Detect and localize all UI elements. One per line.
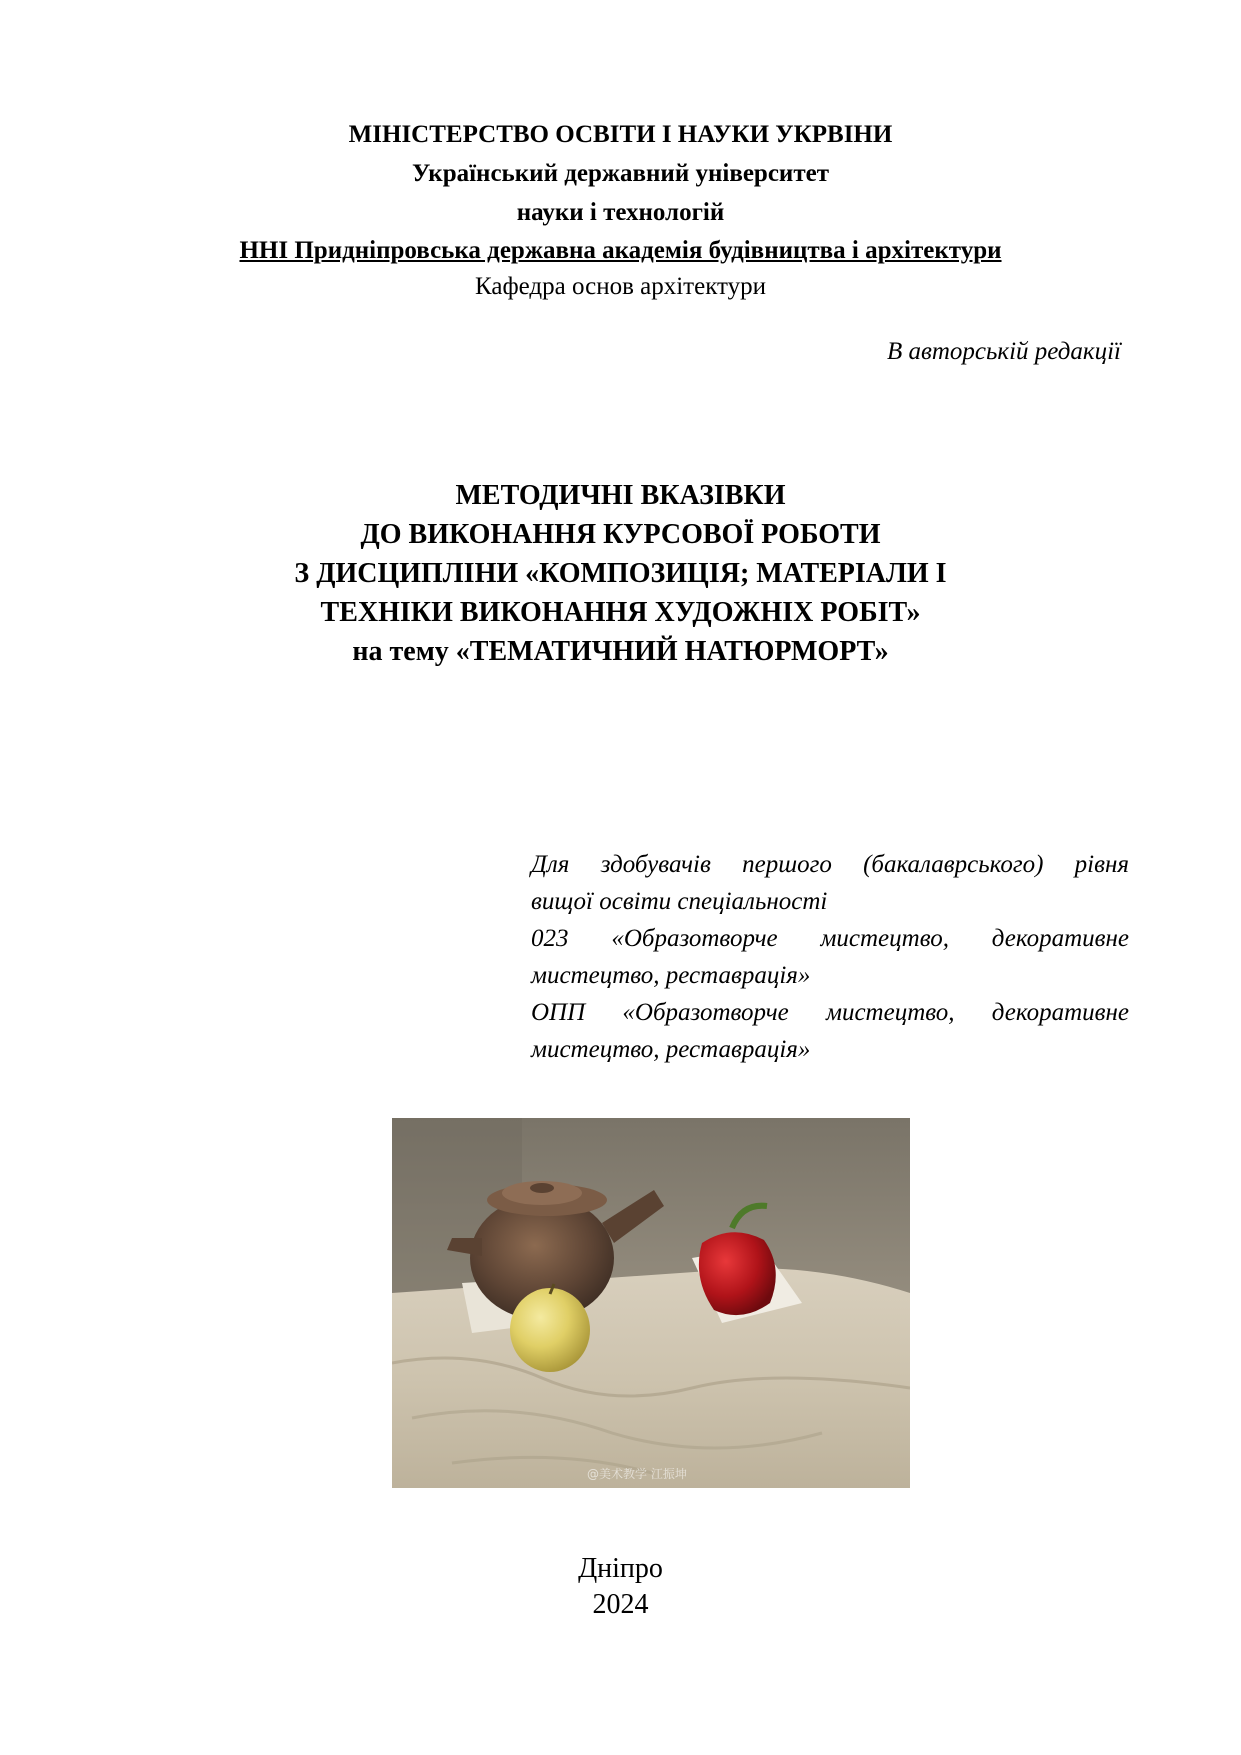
- ministry-heading: МІНІСТЕРСТВО ОСВІТИ І НАУКИ УКРВІНИ: [348, 121, 893, 148]
- still-life-photo: [392, 1118, 910, 1488]
- title-line-3: З ДИСЦИПЛІНИ «КОМПОЗИЦІЯ; МАТЕРІАЛИ І: [294, 558, 947, 589]
- audience-line-6: мистецтво, реставрація»: [531, 1036, 811, 1063]
- department-name: Кафедра основ архітектури: [475, 273, 766, 300]
- audience-line-3: 023 «Образотворче мистецтво, декоративне: [531, 925, 1129, 952]
- institute-name-text: ННІ Придніпровська державна академія будівництва і архітектури: [239, 237, 1002, 264]
- audience-line-1: Для здобувачів першого (бакалаврського) рівня: [531, 851, 1129, 878]
- institute-name: [0, 234, 1241, 268]
- title-line-1: МЕТОДИЧНІ ВКАЗІВКИ: [455, 480, 786, 511]
- audience-line-5: ОПП «Образотворче мистецтво, декоративне: [531, 999, 1129, 1026]
- audience-line-2: вищої освіти спеціальності: [531, 888, 828, 915]
- edition-note: В авторській редакції: [887, 338, 1121, 365]
- title-line-4: ТЕХНІКИ ВИКОНАННЯ ХУДОЖНІХ РОБІТ»: [320, 597, 921, 628]
- university-line-2: науки і технологій: [516, 199, 725, 226]
- photo-watermark: @美术教学 江振坤: [587, 1467, 687, 1481]
- audience-line-4: мистецтво, реставрація»: [531, 962, 811, 989]
- title-line-5: на тему «ТЕМАТИЧНИЙ НАТЮРМОРТ»: [352, 636, 889, 667]
- audience-block: [531, 846, 1129, 1068]
- city: Дніпро: [578, 1553, 663, 1584]
- year: 2024: [592, 1589, 649, 1620]
- title-line-2: ДО ВИКОНАННЯ КУРСОВОЇ РОБОТИ: [360, 519, 881, 550]
- university-line-1: Український державний університет: [412, 160, 829, 187]
